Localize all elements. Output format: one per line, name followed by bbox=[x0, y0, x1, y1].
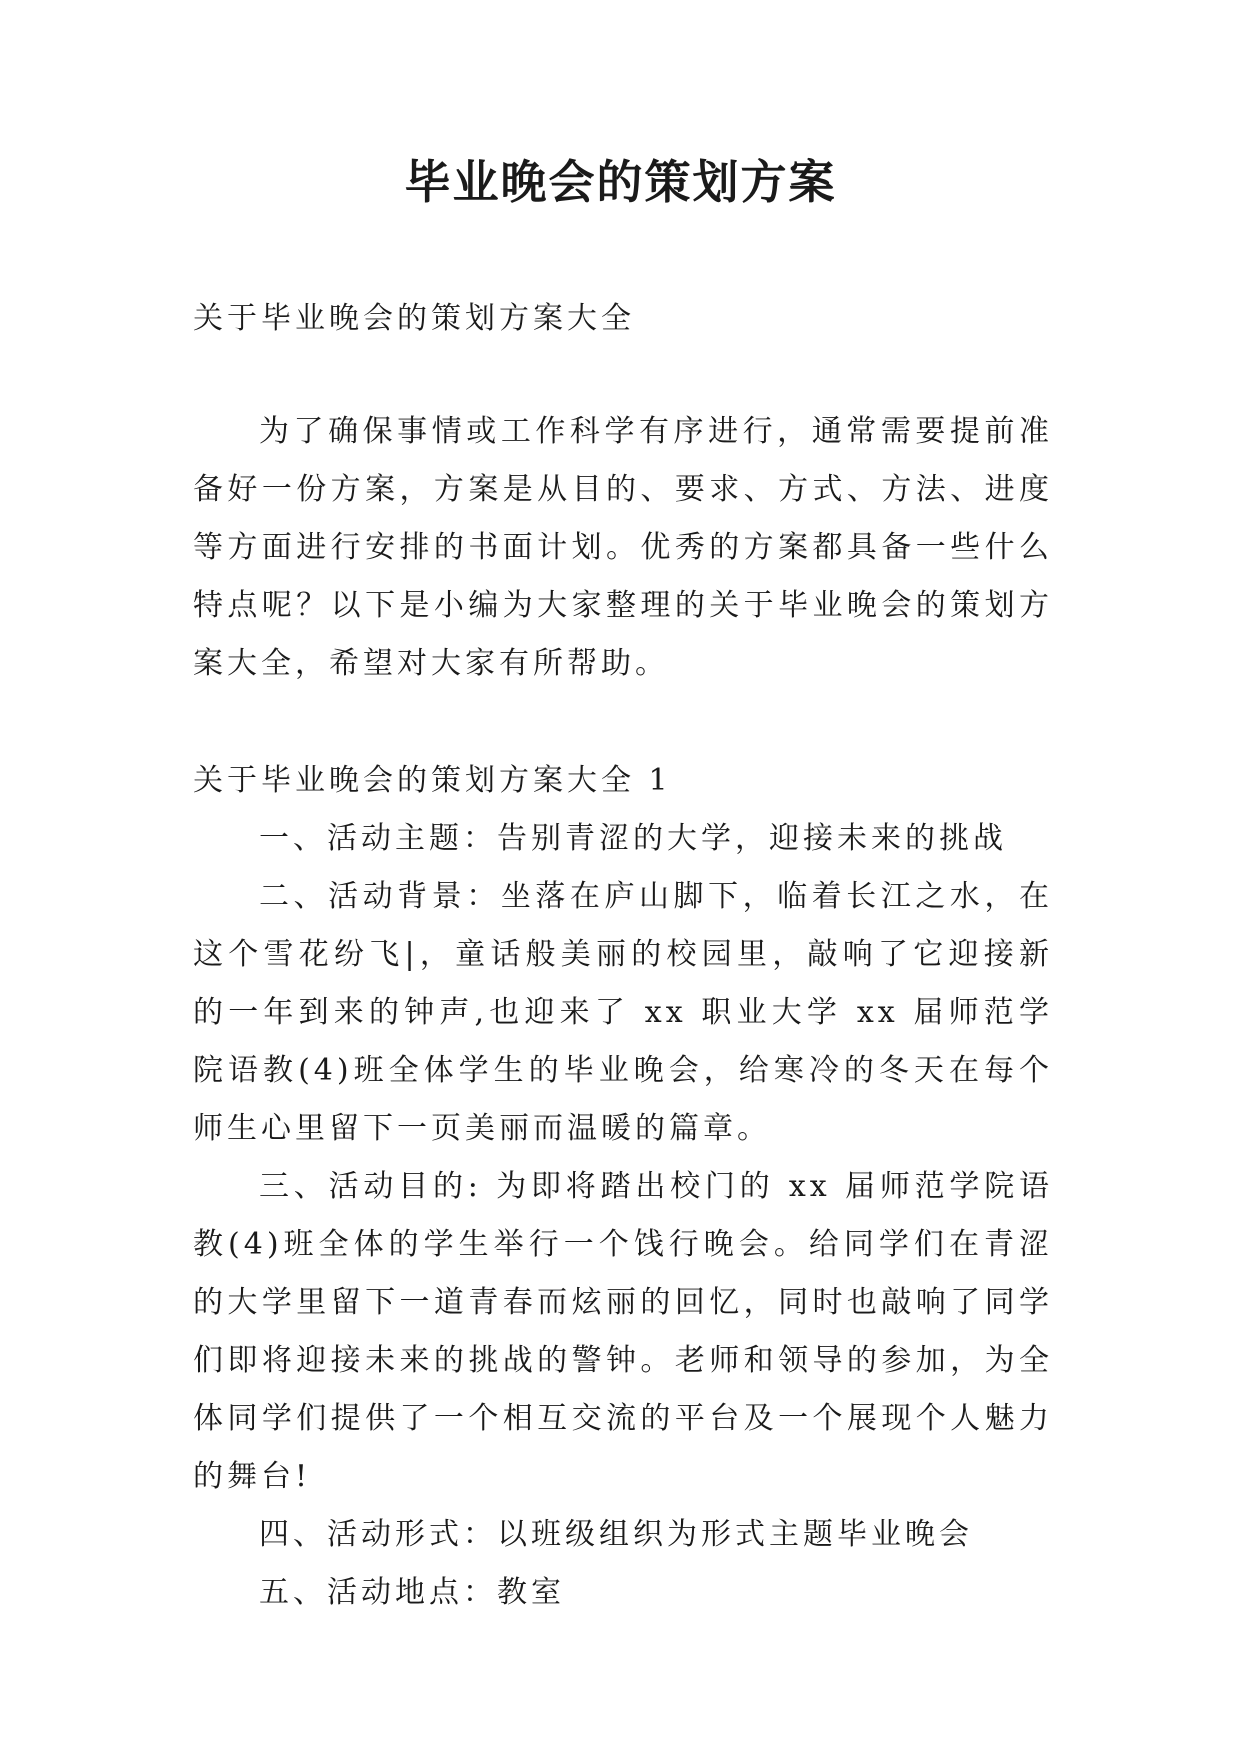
activity-item-list bbox=[193, 810, 1053, 1622]
document-subtitle: 关于毕业晚会的策划方案大全 bbox=[193, 301, 635, 336]
intro-paragraph: 为了确保事情或工作科学有序进行，通常需要提前准备好一份方案，方案是从目的、要求、方式、方法、进度等方面进行安排的书面计划。优秀的方案都具备一些什么特点呢？以下是小编为大家整理的关于毕业晚会的策划方案大全，希望对大家有所帮助。 bbox=[193, 414, 1053, 681]
activity-item-theme: 一、活动主题：告别青涩的大学，迎接未来的挑战 bbox=[259, 821, 1007, 856]
document-title: 毕业晚会的策划方案 bbox=[404, 155, 837, 209]
activity-item-background: 二、活动背景：坐落在庐山脚下，临着长江之水，在这个雪花纷飞|，童话般美丽的校园里，敲响了它迎接新的一年到来的钟声,也迎来了 xx 职业大学 xx 届师范学院语教(4)班全体学生的毕业晚会，给寒冷的冬天在每个师生心里留下一页美丽而温暖的篇章。 bbox=[193, 879, 1053, 1146]
activity-item-purpose: 三、活动目的: 为即将踏出校门的 xx 届师范学院语教(4)班全体的学生举行一个饯行晚会。给同学们在青涩的大学里留下一道青春而炫丽的回忆，同时也敲响了同学们即将迎接未来的挑战的警钟。老师和领导的参加，为全体同学们提供了一个相互交流的平台及一个展现个人魅力的舞台! bbox=[193, 1169, 1053, 1494]
activity-item-format: 四、活动形式：以班级组织为形式主题毕业晚会 bbox=[259, 1517, 973, 1552]
activity-item-location: 五、活动地点：教室 bbox=[259, 1575, 565, 1610]
section-heading: 关于毕业晚会的策划方案大全 1 bbox=[193, 763, 672, 798]
